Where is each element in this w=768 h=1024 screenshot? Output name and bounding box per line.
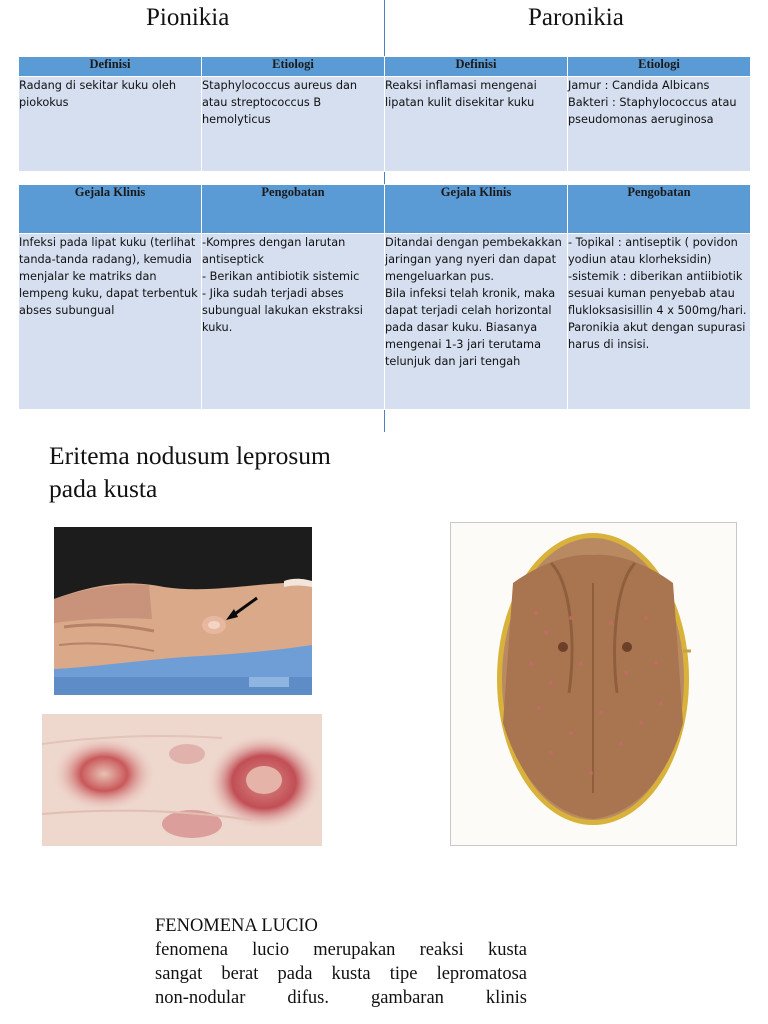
table-definisi-etiologi [18, 56, 751, 172]
cell-pengobatan-pionikia: -Kompres dengan larutan antiseptick - Berikan antibiotik sistemic - Jika sudah terjadi abses subungual lakukan ekstraksi kuku. [202, 234, 385, 410]
lucio-text [155, 914, 527, 1010]
title-paronikia: Paronikia [528, 4, 624, 31]
lucio-line: non-nodular difus. gambaran klinis [155, 988, 527, 1008]
header-pengobatan-paronikia: Pengobatan [568, 185, 751, 234]
title-pionikia: Pionikia [146, 4, 230, 31]
cell-pengobatan-paronikia: - Topikal : antiseptik ( povidon yodiun atau klorheksidin) -sistemik : diberikan antiibiotik sesuai kuman penyebab atau flukloksasisillin 4 x 500mg/hari. Paronikia akut dengan supurasi harus di insisi. [568, 234, 751, 410]
header-etiologi-paronikia: Etiologi [568, 57, 751, 77]
section-heading-line: pada kusta [49, 474, 158, 503]
header-etiologi-pionikia: Etiologi [202, 57, 385, 77]
photo-skin-lesions [42, 714, 322, 846]
header-definisi-pionikia: Definisi [19, 57, 202, 77]
photo-arm-nodule-drawing [54, 527, 312, 695]
photo-torso-lesions-drawing [451, 523, 736, 845]
lucio-heading: FENOMENA LUCIO [155, 916, 318, 936]
cell-etiologi-pionikia: Staphylococcus aureus dan atau streptococcus B hemolyticus [202, 77, 385, 172]
cell-gejala-paronikia: Ditandai dengan pembekakkan jaringan yang nyeri dan dapat mengeluarkan pus. Bila infeksi telah kronik, maka dapat terjadi celah horizontal pada dasar kuku. Biasanya mengenai 1-3 jari terutama telunjuk dan jari tengah [385, 234, 568, 410]
cell-gejala-pionikia: Infeksi pada lipat kuku (terlihat tanda-tanda radang), kemudia menjalar ke matriks dan lempeng kuku, dapat terbentuk abses subungual [19, 234, 202, 410]
lucio-line: fenomena lucio merupakan reaksi kusta [155, 940, 527, 960]
photo-torso-lesions [450, 522, 737, 846]
cell-definisi-pionikia: Radang di sekitar kuku oleh piokokus [19, 77, 202, 172]
section-heading-eritema [49, 439, 331, 505]
cell-definisi-paronikia: Reaksi inflamasi mengenai lipatan kulit disekitar kuku [385, 77, 568, 172]
lucio-line: sangat berat pada kusta tipe lepromatosa [155, 964, 527, 984]
cell-etiologi-paronikia: Jamur : Candida Albicans Bakteri : Staphylococcus atau pseudomonas aeruginosa [568, 77, 751, 172]
table-gejala-pengobatan [18, 184, 751, 410]
header-gejala-pionikia: Gejala Klinis [19, 185, 202, 234]
photo-arm-nodule [54, 527, 312, 695]
header-gejala-paronikia: Gejala Klinis [385, 185, 568, 234]
photo-skin-lesions-drawing [42, 714, 322, 846]
section-heading-line: Eritema nodusum leprosum [49, 441, 331, 470]
header-pengobatan-pionikia: Pengobatan [202, 185, 385, 234]
header-definisi-paronikia: Definisi [385, 57, 568, 77]
